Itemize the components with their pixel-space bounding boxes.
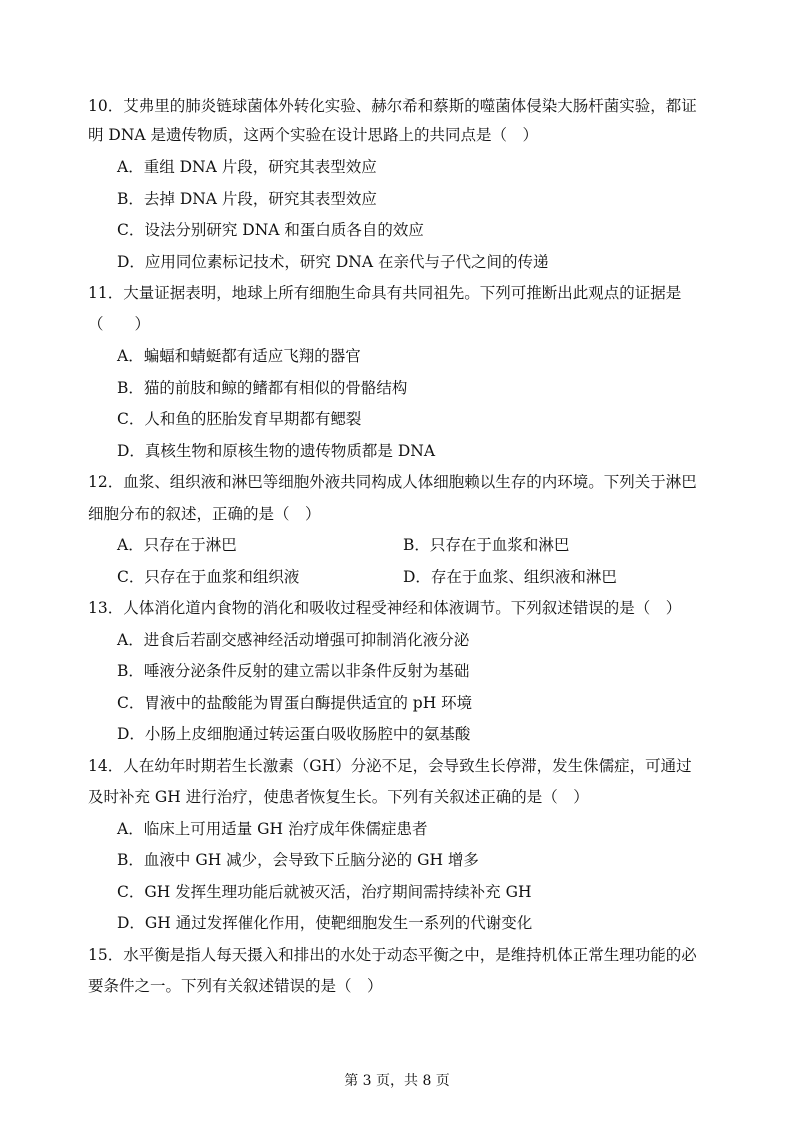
question-10-line-2: 明 DNA 是遗传物质，这两个实验在设计思路上的共同点是（ ） (88, 126, 539, 144)
question-12-option-c: C．只存在于血浆和组织液 (117, 568, 300, 586)
question-11-line-2: （ ） (88, 315, 151, 333)
question-13-option-a: A．进食后若副交感神经活动增强可抑制消化液分泌 (117, 631, 470, 649)
question-13-line-1: 13．人体消化道内食物的消化和吸收过程受神经和体液调节。下列叙述错误的是（ ） (88, 599, 682, 617)
question-14-option-b: B．血液中 GH 减少，会导致下丘脑分泌的 GH 增多 (117, 851, 479, 869)
question-10-option-c: C．设法分别研究 DNA 和蛋白质各自的效应 (117, 221, 424, 239)
question-14-option-c: C．GH 发挥生理功能后就被灭活，治疗期间需持续补充 GH (117, 883, 532, 901)
question-10-option-b: B．去掉 DNA 片段，研究其表型效应 (117, 190, 377, 208)
question-12-line-1: 12．血浆、组织液和淋巴等细胞外液共同构成人体细胞赖以生存的内环境。下列关于淋巴 (88, 473, 697, 491)
question-14-line-2: 及时补充 GH 进行治疗，使患者恢复生长。下列有关叙述正确的是（ ） (88, 788, 589, 806)
question-15-line-2: 要条件之一。下列有关叙述错误的是（ ） (88, 977, 383, 995)
question-10-option-a: A．重组 DNA 片段，研究其表型效应 (117, 158, 377, 176)
question-11-line-1: 11．大量证据表明，地球上所有细胞生命具有共同祖先。下列可推断出此观点的证据是 (88, 284, 682, 302)
question-11-option-c: C．人和鱼的胚胎发育早期都有鳃裂 (117, 410, 362, 428)
question-10-line-1: 10．艾弗里的肺炎链球菌体外转化实验、赫尔希和蔡斯的噬菌体侵染大肠杆菌实验，都证 (88, 97, 697, 115)
question-11-option-d: D．真核生物和原核生物的遗传物质都是 DNA (117, 442, 436, 460)
question-12-option-b: B．只存在于血浆和淋巴 (403, 536, 570, 554)
question-12-line-2: 细胞分布的叙述，正确的是（ ） (88, 505, 321, 523)
question-13-option-b: B．唾液分泌条件反射的建立需以非条件反射为基础 (117, 662, 470, 680)
question-11-option-a: A．蝙蝠和蜻蜓都有适应飞翔的器官 (117, 347, 361, 365)
question-13-option-d: D．小肠上皮细胞通过转运蛋白吸收肠腔中的氨基酸 (117, 725, 471, 743)
page-number-footer: 第 3 页，共 8 页 (344, 1073, 450, 1089)
question-14-option-a: A．临床上可用适量 GH 治疗成年侏儒症患者 (117, 820, 428, 838)
question-11-option-b: B．猫的前肢和鲸的鳍都有相似的骨骼结构 (117, 379, 408, 397)
question-13-option-c: C．胃液中的盐酸能为胃蛋白酶提供适宜的 pH 环境 (117, 694, 473, 712)
question-10-option-d: D．应用同位素标记技术，研究 DNA 在亲代与子代之间的传递 (117, 253, 549, 271)
question-14-option-d: D．GH 通过发挥催化作用，使靶细胞发生一系列的代谢变化 (117, 914, 533, 932)
question-12-option-d: D．存在于血浆、组织液和淋巴 (403, 568, 617, 586)
question-14-line-1: 14．人在幼年时期若生长激素（GH）分泌不足，会导致生长停滞，发生侏儒症，可通过 (88, 757, 692, 775)
question-15-line-1: 15．水平衡是指人每天摄入和排出的水处于动态平衡之中，是维持机体正常生理功能的必 (88, 946, 697, 964)
question-12-option-a: A．只存在于淋巴 (117, 536, 237, 554)
